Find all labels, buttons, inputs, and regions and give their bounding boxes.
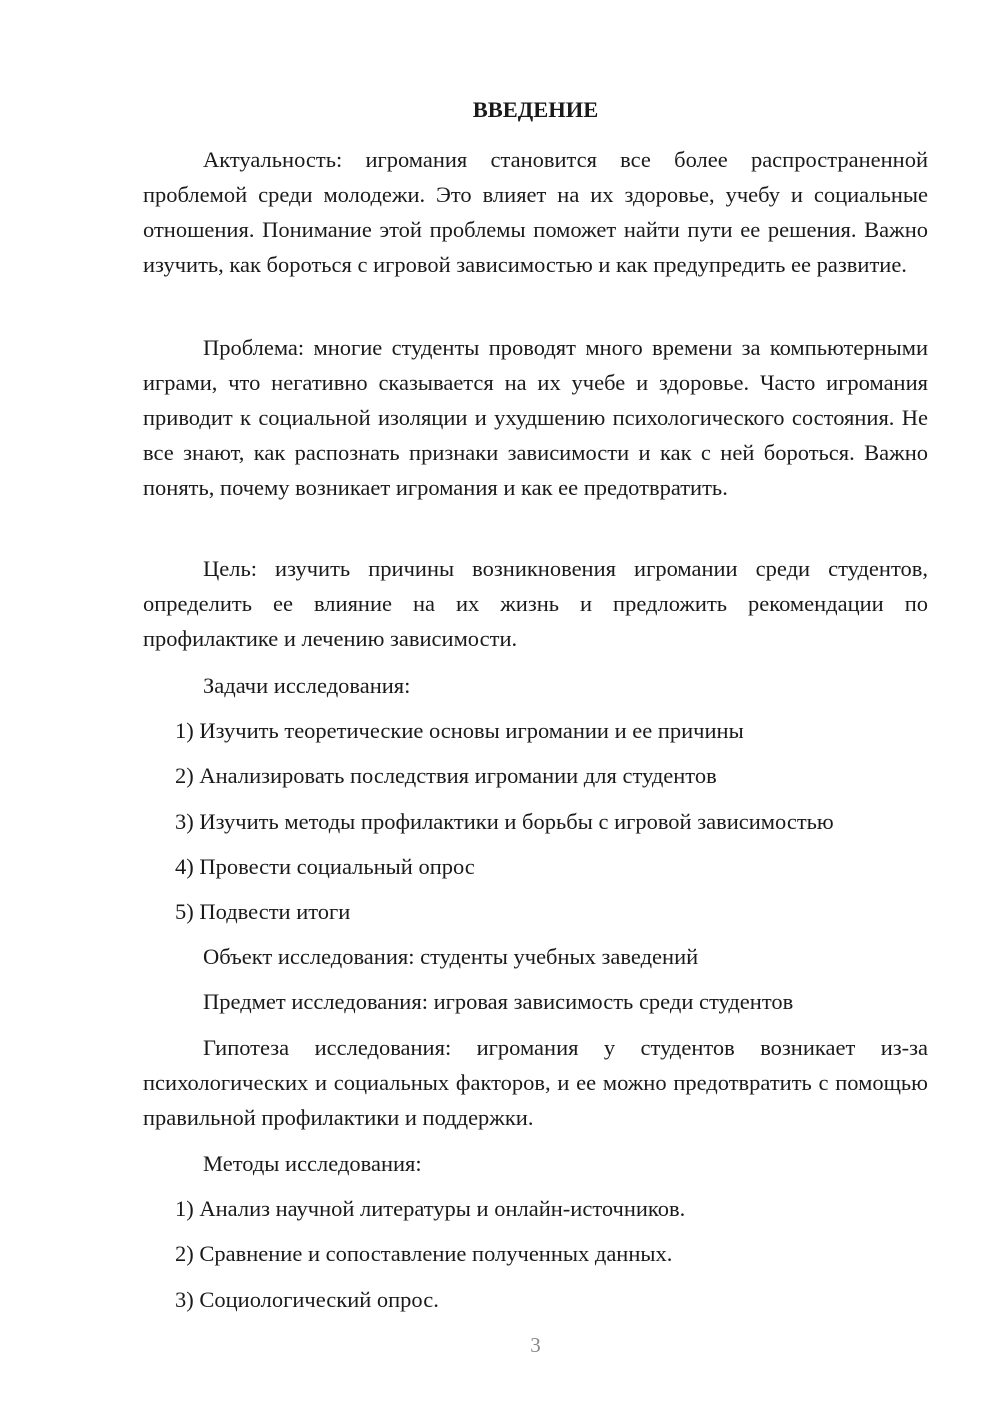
- task-item: 1) Изучить теоретические основы игромании и ее причины: [175, 718, 744, 743]
- methods-heading: Методы исследования:: [203, 1151, 422, 1176]
- method-item: 2) Сравнение и сопоставление полученных данных.: [175, 1241, 673, 1266]
- subject-line: Предмет исследования: игровая зависимость среди студентов: [203, 989, 794, 1014]
- page-number: 3: [530, 1333, 541, 1357]
- goal-paragraph: Цель: изучить причины возникновения игромании среди студентов, определить ее влияние на их жизнь и предложить рекомендации по профилактике и лечению зависимости.: [143, 556, 928, 651]
- task-item: 4) Провести социальный опрос: [175, 854, 475, 879]
- document-page: [143, 0, 928, 1414]
- task-item: 2) Анализировать последствия игромании для студентов: [175, 763, 717, 788]
- page-title: ВВЕДЕНИЕ: [472, 97, 599, 122]
- relevance-paragraph: Актуальность: игромания становится все более распространенной проблемой среди молодежи. Это влияет на их здоровье, учебу и социальные отношения. Понимание этой проблемы поможет найти пути ее решения. Важно изучить, как бороться с игровой зависимостью и как предупредить ее развитие.: [143, 147, 928, 277]
- method-item: 3) Социологический опрос.: [175, 1287, 439, 1312]
- tasks-heading: Задачи исследования:: [203, 673, 411, 698]
- hypothesis-paragraph: Гипотеза исследования: игромания у студентов возникает из-за психологических и социальных факторов, и ее можно предотвратить с помощью правильной профилактики и поддержки.: [143, 1035, 928, 1130]
- task-item: 5) Подвести итоги: [175, 899, 351, 924]
- object-line: Объект исследования: студенты учебных заведений: [203, 944, 699, 969]
- method-item: 1) Анализ научной литературы и онлайн-источников.: [175, 1196, 686, 1221]
- problem-paragraph: Проблема: многие студенты проводят много времени за компьютерными играми, что негативно сказывается на их учебе и здоровье. Часто игромания приводит к социальной изоляции и ухудшению психологического состояния. Не все знают, как распознать признаки зависимости и как с ней бороться. Важно понять, почему возникает игромания и как ее предотвратить.: [143, 335, 928, 500]
- task-item: 3) Изучить методы профилактики и борьбы с игровой зависимостью: [175, 809, 834, 834]
